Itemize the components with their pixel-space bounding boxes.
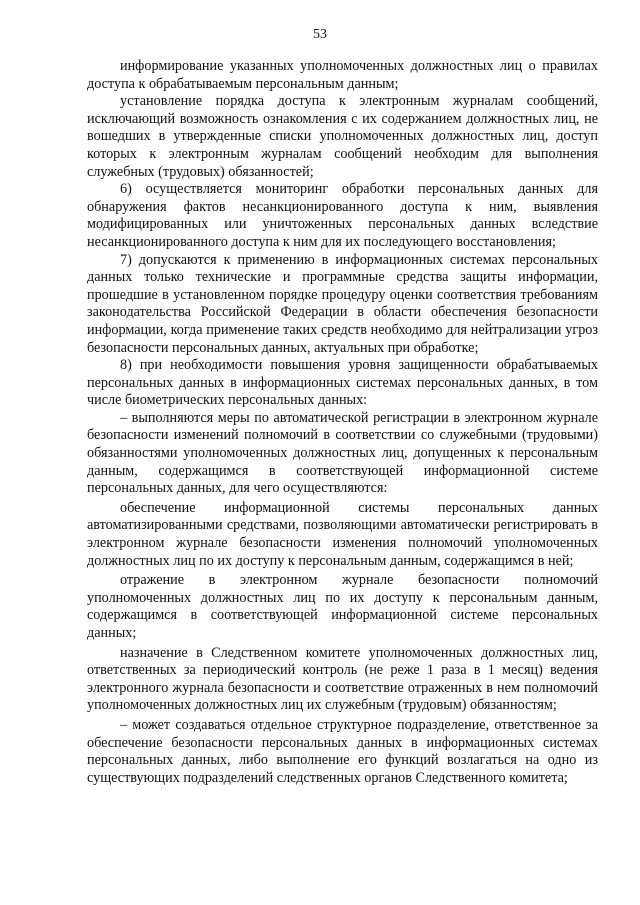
document-body: [87, 58, 598, 787]
page-number: 53: [313, 27, 327, 42]
paragraph-7: обеспечение информационной системы персональных данных автоматизированными средствами, позволяющими автоматически регистрировать в электронном журнале безопасности изменения полномочий уполномоченных должностных лиц по их доступу к персональным данным, содержащимся в ней;: [87, 499, 598, 569]
paragraph-5: 8) при необходимости повышения уровня защищенности обрабатываемых персональных данных в информационных системах персональных данных, в том числе биометрических персональных данных:: [87, 357, 598, 409]
paragraph-8: отражение в электронном журнале безопасности полномочий уполномоченных должностных лиц по их доступу к персональным данным, содержащимся в соответствующей информационной системе персональных данных;: [87, 572, 598, 641]
paragraph-6: – выполняются меры по автоматической регистрации в электронном журнале безопасности изменений полномочий в соответствии со служебными (трудовыми) обязанностями уполномоченных должностных лиц, допущенных к персональным данным, содержащимся в соответствующей информационной системе персональных данных, для чего осуществляются:: [87, 409, 598, 497]
paragraph-3: 6) осуществляется мониторинг обработки персональных данных для обнаружения фактов несанкционированного доступа к ним, выявления модифицированных или уничтоженных персональных данных вследствие несанкционированного доступа к ним для их последующего восстановления;: [87, 181, 598, 250]
paragraph-4: 7) допускаются к применению в информационных системах персональных данных только технические и программные средства защиты информации, прошедшие в установленном порядке процедуру оценки соответствия требованиям законодательства Российской Федерации в области обеспечения безопасности информации, когда применение таких средств необходимо для нейтрализации угроз безопасности персональных данных, актуальных при обработке;: [87, 251, 598, 356]
paragraph-1: информирование указанных уполномоченных должностных лиц о правилах доступа к обрабатываемым персональным данным;: [87, 58, 598, 92]
paragraph-10: – может создаваться отдельное структурное подразделение, ответственное за обеспечение безопасности персональных данных в информационных системах персональных данных, либо выполнение его функций возлагаться на одно из существующих подразделений следственных органов Следственного комитета;: [87, 716, 598, 786]
paragraph-2: установление порядка доступа к электронным журналам сообщений, исключающий возможность ознакомления с их содержанием должностных лиц, не вошедших в утвержденные списки уполномоченных должностных лиц, доступ которых к электронным журналам сообщений необходим для выполнения служебных (трудовых) обязанностей;: [87, 93, 598, 180]
paragraph-9: назначение в Следственном комитете уполномоченных должностных лиц, ответственных за периодический контроль (не реже 1 раза в 1 месяц) ведения электронного журнала безопасности и соответствие отраженных в нем полномочий уполномоченных должностных лиц их служебным (трудовым) обязанностям;: [87, 644, 598, 714]
